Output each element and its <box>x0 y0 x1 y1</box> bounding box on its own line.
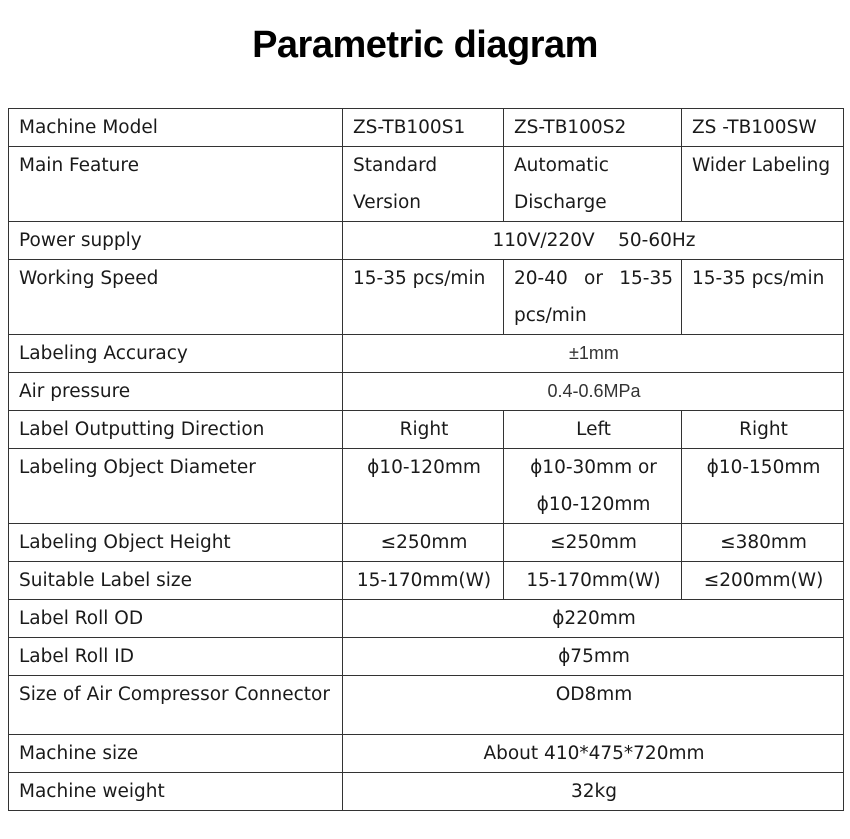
row-label: Machine Model <box>9 109 343 147</box>
value-cell: Wider Labeling <box>682 147 844 222</box>
value-cell: 15-35 pcs/min <box>343 260 504 335</box>
table-row-compressor-connector <box>9 676 844 735</box>
table-row-labeling-accuracy <box>9 335 844 373</box>
value-cell: ϕ220mm <box>343 600 844 638</box>
row-label: Label Outputting Direction <box>9 411 343 449</box>
table-row-main-feature <box>9 147 844 222</box>
row-label: Machine size <box>9 735 343 773</box>
value-cell: OD8mm <box>343 676 844 735</box>
value-cell: ϕ10-120mm <box>343 449 504 524</box>
row-label: Size of Air Compressor Connector <box>9 676 343 735</box>
table-row-label-size <box>9 562 844 600</box>
table-row-roll-od <box>9 600 844 638</box>
value-cell: About 410*475*720mm <box>343 735 844 773</box>
table-row-object-diameter <box>9 449 844 524</box>
value-cell: 32kg <box>343 773 844 811</box>
table-row-machine-size <box>9 735 844 773</box>
value-cell: ≤250mm <box>504 524 682 562</box>
row-label: Suitable Label size <box>9 562 343 600</box>
value-cell: 15-35 pcs/min <box>682 260 844 335</box>
value-cell: Right <box>682 411 844 449</box>
value-cell: 15-170mm(W) <box>504 562 682 600</box>
table-row-label-direction <box>9 411 844 449</box>
table-row-roll-id <box>9 638 844 676</box>
page-title: Parametric diagram <box>252 24 598 66</box>
table-row-air-pressure <box>9 373 844 411</box>
row-label: Labeling Object Diameter <box>9 449 343 524</box>
table-row-machine-weight <box>9 773 844 811</box>
row-label: Labeling Accuracy <box>9 335 343 373</box>
table-row-object-height <box>9 524 844 562</box>
row-label: Labeling Object Height <box>9 524 343 562</box>
value-cell: ϕ75mm <box>343 638 844 676</box>
value-cell: ϕ10-30mm or ϕ10-120mm <box>504 449 682 524</box>
row-label: Machine weight <box>9 773 343 811</box>
value-cell: Left <box>504 411 682 449</box>
value-cell: ≤200mm(W) <box>682 562 844 600</box>
value-cell: Standard Version <box>343 147 504 222</box>
table-row-power-supply <box>9 222 844 260</box>
table-row-working-speed <box>9 260 844 335</box>
value-cell: Automatic Discharge <box>504 147 682 222</box>
parameter-table <box>8 108 844 811</box>
value-cell: 110V/220V 50-60Hz <box>343 222 844 260</box>
value-cell: 15-170mm(W) <box>343 562 504 600</box>
model-cell: ZS -TB100SW <box>682 109 844 147</box>
value-cell: 0.4-0.6MPa <box>343 373 844 411</box>
value-cell: ≤380mm <box>682 524 844 562</box>
row-label: Label Roll OD <box>9 600 343 638</box>
value-cell: ≤250mm <box>343 524 504 562</box>
model-cell: ZS-TB100S2 <box>504 109 682 147</box>
row-label: Main Feature <box>9 147 343 222</box>
row-label: Working Speed <box>9 260 343 335</box>
row-label: Power supply <box>9 222 343 260</box>
table-row-machine-model <box>9 109 844 147</box>
value-cell: Right <box>343 411 504 449</box>
model-cell: ZS-TB100S1 <box>343 109 504 147</box>
value-cell: 20-40 or 15-35 pcs/min <box>504 260 682 335</box>
row-label: Air pressure <box>9 373 343 411</box>
value-cell: ϕ10-150mm <box>682 449 844 524</box>
value-cell: ±1mm <box>343 335 844 373</box>
row-label: Label Roll ID <box>9 638 343 676</box>
